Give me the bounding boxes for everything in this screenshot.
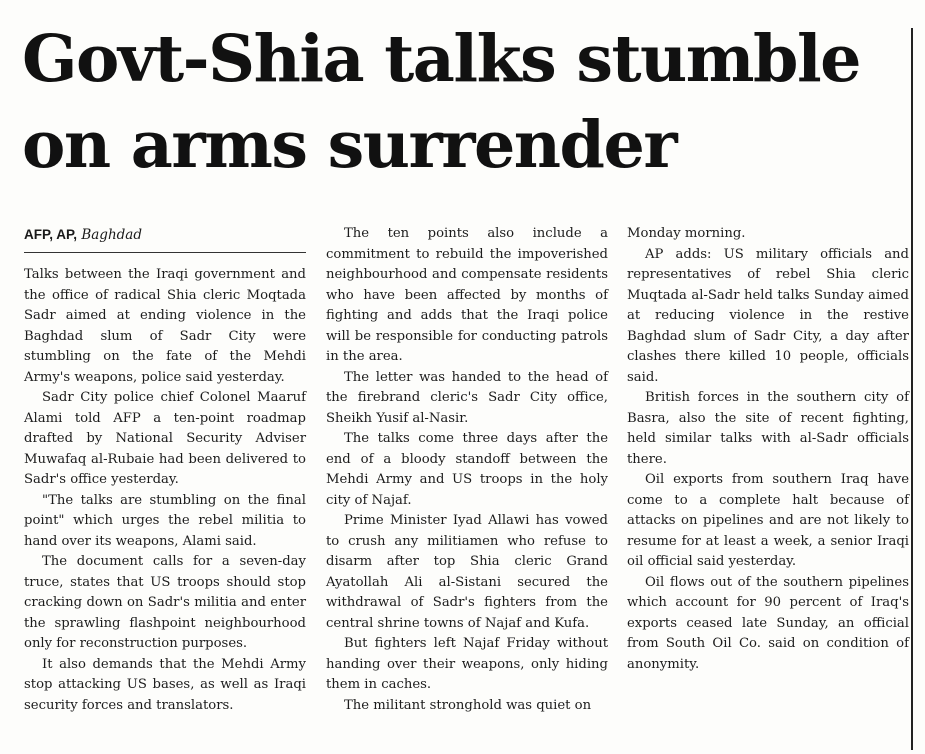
paragraph: Oil flows out of the southern pipelines which account for 90 percent of Iraq's exports ceased late Sunday, an official from South Oil Co. said on condition of anonymity. [627,574,909,672]
article-column-2 [326,224,608,716]
paragraph: "The talks are stumbling on the final point" which urges the rebel militia to hand over its weapons, Alami said. [24,492,306,549]
paragraph: Talks between the Iraqi government and the office of radical Shia cleric Moqtada Sadr aimed at ending violence in the Baghdad slum of Sadr City were stumbling on the fate of the Mehdi Army's weapons, police said yesterday. [24,267,306,385]
paragraph: Monday morning. [627,226,746,241]
paragraph: The talks come three days after the end of a bloody standoff between the Mehdi Army and US troops in the holy city of Najaf. [326,431,608,508]
article-column-1 [24,265,306,716]
paragraph: The militant stronghold was quiet on [344,697,592,713]
headline: Govt-Shia talks stumble on arms surrender [22,21,861,183]
paragraph: Prime Minister Iyad Allawi has vowed to crush any militiamen who refuse to disarm after top Shia cleric Grand Ayatollah Ali al-Sistani secured the withdrawal of Sadr's fighters from the central shrine towns of Najaf and Kufa. [326,513,608,631]
byline-location: Baghdad [81,227,142,243]
paragraph: The letter was handed to the head of the firebrand cleric's Sadr City office, Sheikh Yusif al-Nasir. [326,369,608,426]
column-rule [911,28,913,750]
byline-agencies: AFP, AP, [24,227,78,242]
paragraph: AP adds: US military officials and representatives of rebel Shia cleric Muqtada al-Sadr held talks Sunday aimed at reducing violence in the restive Baghdad slum of Sadr City, a day after clashes there killed 10 people, officials said. [627,246,909,385]
paragraph: It also demands that the Mehdi Army stop attacking US bases, as well as Iraqi security forces and translators. [24,656,306,713]
paragraph: Oil exports from southern Iraq have come to a complete halt because of attacks on pipelines and are not likely to resume for at least a week, a senior Iraqi oil official said yesterday. [627,472,909,569]
paragraph: The ten points also include a commitment to rebuild the impoverished neighbourhood and compensate residents who have been affected by months of fighting and adds that the Iraqi police will be responsible for conducting patrols in the area. [326,226,608,364]
paragraph: But fighters left Najaf Friday without handing over their weapons, only hiding them in caches. [326,636,608,692]
paragraph: The document calls for a seven-day truce, states that US troops should stop cracking down on Sadr's militia and enter the sprawling flashpoint neighbourhood only for reconstruction purposes. [24,554,306,651]
paragraph: British forces in the southern city of Basra, also the site of recent fighting, held similar talks with al-Sadr officials there. [627,390,909,467]
article-column-3 [627,224,909,675]
paragraph: Sadr City police chief Colonel Maaruf Alami told AFP a ten-point roadmap drafted by National Security Adviser Muwafaq al-Rubaie had been delivered to Sadr's office yesterday. [24,390,306,487]
byline [24,226,306,253]
